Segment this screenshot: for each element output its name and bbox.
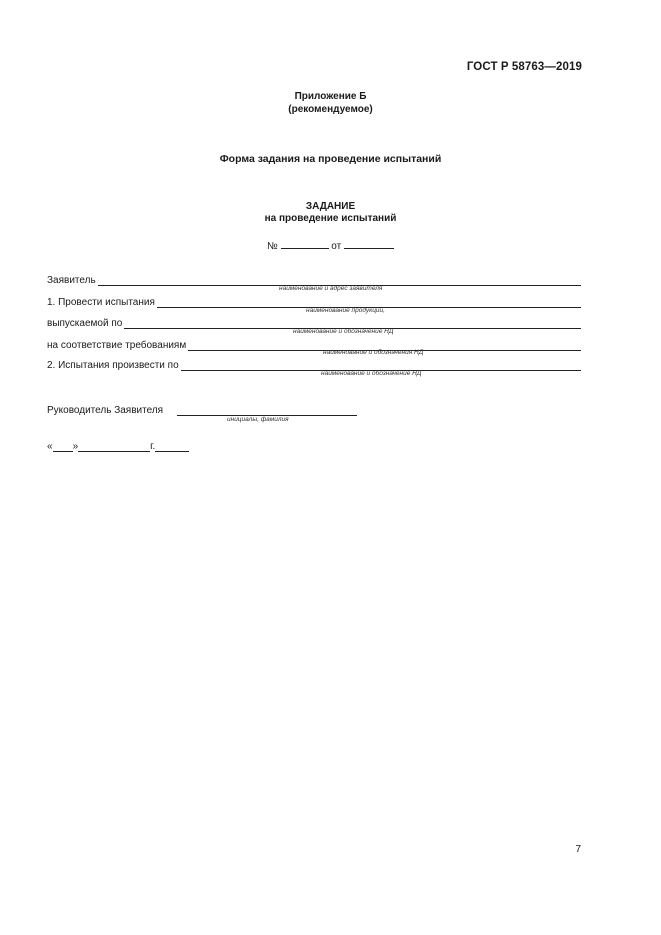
number-sign: № [267, 241, 278, 252]
compliance-row [47, 339, 581, 351]
produced-hint: наименование и обозначение НД [293, 328, 394, 335]
document-id: ГОСТ Р 58763—2019 [466, 61, 582, 73]
date-blank[interactable] [344, 238, 394, 249]
signature-field[interactable] [177, 404, 357, 416]
annex-title: Приложение Б [294, 91, 367, 102]
year-suffix: г. [150, 441, 156, 452]
page-number: 7 [575, 844, 581, 855]
tests-by-label: 2. Испытания произвести по [47, 360, 179, 371]
from-word: от [331, 241, 342, 252]
year-blank[interactable] [155, 441, 189, 452]
task-number-line [0, 238, 661, 252]
day-blank[interactable] [53, 441, 73, 452]
task-subtitle: на проведение испытаний [264, 213, 397, 224]
produced-label: выпускаемой по [47, 318, 123, 329]
applicant-label: Заявитель [47, 275, 96, 286]
form-title: Форма задания на проведение испытаний [219, 153, 442, 165]
signature-label: Руководитель Заявителя [47, 405, 164, 416]
date-open-quote: « [47, 441, 53, 452]
signature-hint: инициалы, фамилия [227, 416, 289, 423]
tests-by-hint: наименование и обозначение НД [321, 370, 422, 377]
compliance-hint: наименование и обозначения НД [323, 349, 424, 356]
test-hint: наименование продукции, [306, 307, 385, 314]
annex-subtitle: (рекомендуемое) [288, 104, 373, 115]
tests-by-row [47, 359, 581, 371]
date-close-quote: » [72, 441, 79, 452]
task-title: ЗАДАНИЕ [305, 201, 356, 212]
applicant-hint: наименование и адрес заявителя [279, 285, 383, 292]
number-blank[interactable] [281, 238, 329, 249]
date-row [47, 441, 189, 452]
signature-row [47, 404, 357, 416]
test-label: 1. Провести испытания [47, 297, 155, 308]
month-blank[interactable] [78, 441, 150, 452]
compliance-label: на соответствие требованиям [47, 340, 187, 351]
